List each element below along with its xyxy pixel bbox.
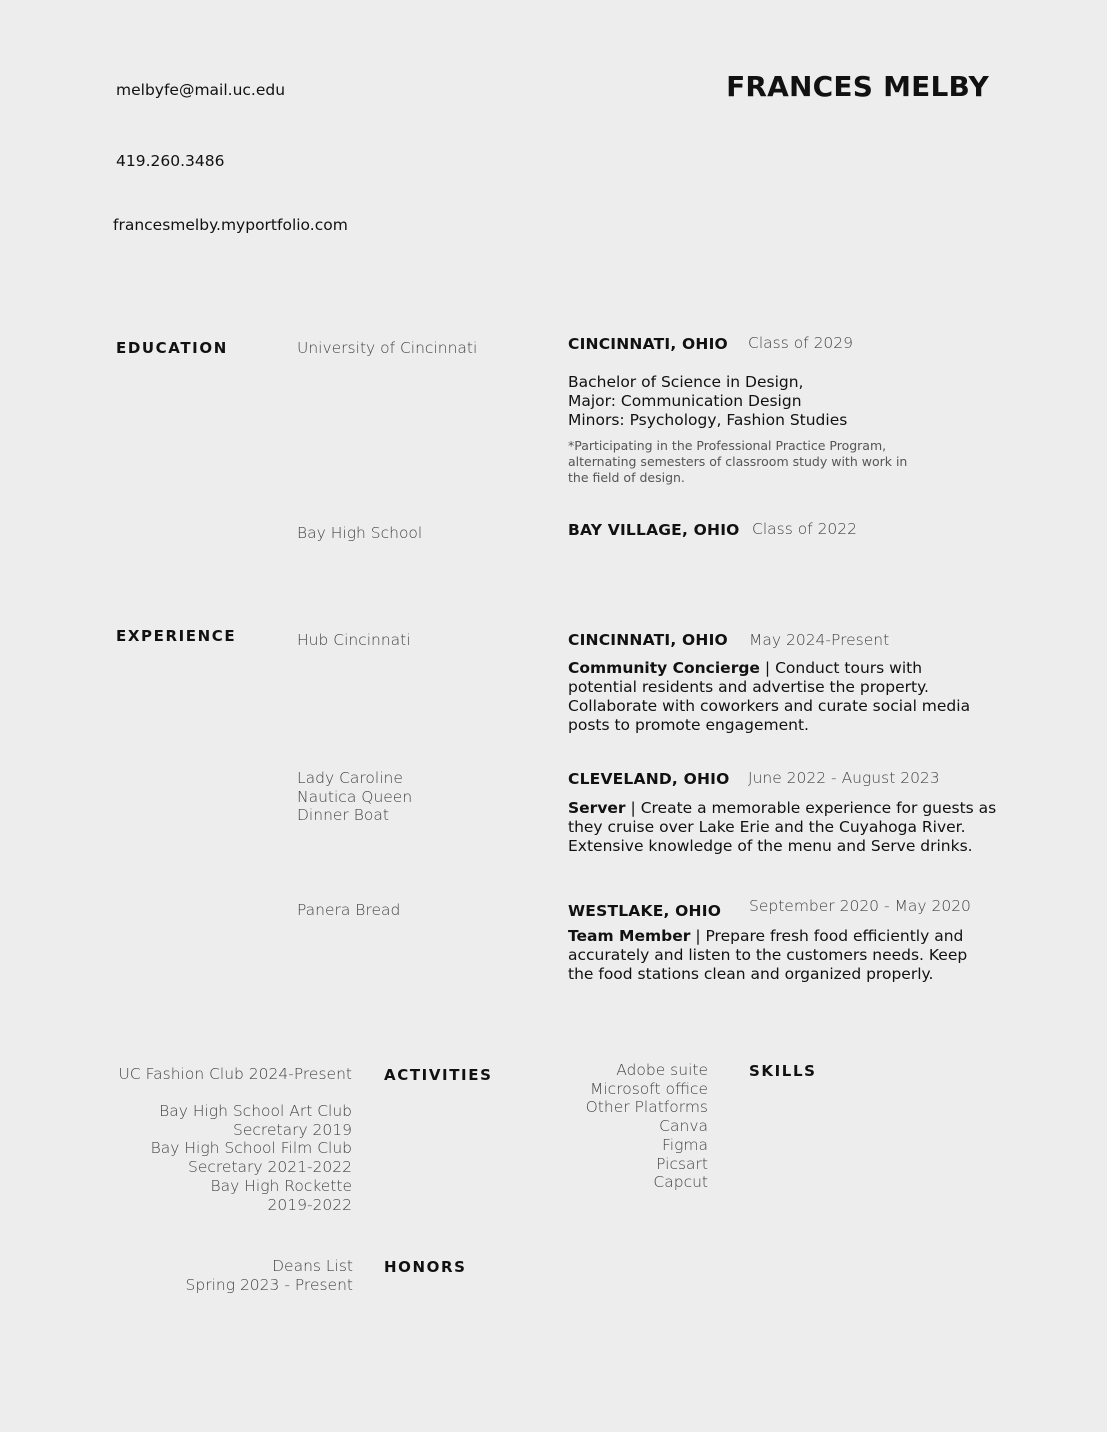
- education-school: University of Cincinnati: [297, 339, 478, 357]
- activities-list: [151, 1102, 352, 1214]
- role-separator: |: [630, 799, 636, 817]
- experience-employer: [297, 769, 412, 825]
- description-line: the food stations clean and organized properly.: [568, 965, 934, 983]
- description-line: Extensive knowledge of the menu and Serve drinks.: [568, 837, 973, 855]
- activity-item: Secretary 2019: [233, 1120, 352, 1139]
- role-separator: |: [695, 927, 701, 945]
- note-line: alternating semesters of classroom study with work in: [568, 454, 908, 469]
- honor-item: Deans List: [272, 1257, 353, 1275]
- activity-item: UC Fashion Club 2024-Present: [118, 1065, 352, 1083]
- activity-item: Bay High School Art Club: [159, 1102, 352, 1120]
- skill-item: Microsoft office: [590, 1079, 708, 1098]
- skill-item: Figma: [662, 1135, 708, 1154]
- activity-item: Secretary 2021-2022: [188, 1158, 352, 1177]
- experience-date: September 2020 - May 2020: [749, 897, 971, 915]
- activity-item: Bay High Rockette: [210, 1176, 352, 1195]
- activity-item: Bay High School Film Club: [150, 1139, 352, 1158]
- email: melbyfe@mail.uc.edu: [116, 81, 286, 99]
- experience-description: [568, 927, 967, 984]
- minors-line: Minors: Psychology, Fashion Studies: [568, 411, 848, 429]
- experience-role: Server: [568, 799, 626, 817]
- education-date: Class of 2022: [752, 520, 858, 538]
- skills-heading: SKILLS: [749, 1062, 817, 1080]
- experience-role: Team Member: [568, 927, 691, 945]
- education-degree: [568, 373, 847, 430]
- experience-employer: Hub Cincinnati: [297, 631, 411, 649]
- honors-list: [186, 1257, 353, 1294]
- skills-list: [586, 1061, 708, 1192]
- employer-line: Nautica Queen: [297, 787, 413, 806]
- honor-item: Spring 2023 - Present: [185, 1275, 353, 1294]
- description-line: Collaborate with coworkers and curate social media: [568, 697, 971, 715]
- page-title: FRANCES MELBY: [726, 70, 989, 103]
- major-line: Major: Communication Design: [568, 392, 802, 410]
- degree-line: Bachelor of Science in Design,: [568, 373, 804, 391]
- skill-item: Picsart: [656, 1154, 708, 1173]
- experience-location: CLEVELAND, OHIO: [568, 770, 730, 788]
- note-line: *Participating in the Professional Practice Program,: [568, 438, 887, 453]
- activities-heading: ACTIVITIES: [384, 1066, 493, 1084]
- website: francesmelby.myportfolio.com: [113, 216, 348, 234]
- skill-item: Canva: [659, 1117, 708, 1136]
- experience-description: [568, 659, 970, 735]
- skill-item: Capcut: [653, 1173, 708, 1192]
- description-line: Conduct tours with: [775, 659, 923, 677]
- employer-line: Dinner Boat: [297, 806, 389, 825]
- description-line: Create a memorable experience for guests as: [640, 799, 997, 817]
- honors-heading: HONORS: [384, 1258, 467, 1276]
- experience-location: CINCINNATI, OHIO: [568, 631, 728, 649]
- experience-heading: EXPERIENCE: [116, 627, 237, 645]
- education-location: CINCINNATI, OHIO: [568, 335, 728, 353]
- description-line: accurately and listen to the customers needs. Keep: [568, 946, 968, 964]
- education-date: Class of 2029: [748, 334, 854, 352]
- activity-item: 2019-2022: [267, 1195, 352, 1214]
- education-heading: EDUCATION: [116, 339, 228, 357]
- skill-item: Adobe suite: [616, 1061, 708, 1079]
- experience-description: [568, 799, 996, 856]
- experience-date: May 2024-Present: [749, 631, 890, 649]
- employer-line: Lady Caroline: [297, 769, 403, 787]
- experience-location: WESTLAKE, OHIO: [568, 902, 722, 920]
- note-line: the field of design.: [568, 470, 685, 485]
- education-note: [568, 438, 907, 486]
- education-location: BAY VILLAGE, OHIO: [568, 521, 740, 539]
- description-line: Prepare fresh food efficiently and: [705, 927, 964, 945]
- role-separator: |: [764, 659, 771, 677]
- education-school: Bay High School: [297, 524, 423, 542]
- experience-employer: Panera Bread: [297, 901, 401, 919]
- experience-date: June 2022 - August 2023: [748, 769, 940, 787]
- description-line: they cruise over Lake Erie and the Cuyahoga River.: [568, 818, 966, 836]
- phone: 419.260.3486: [116, 152, 225, 170]
- description-line: posts to promote engagement.: [568, 716, 809, 734]
- experience-role: Community Concierge: [568, 659, 760, 677]
- skill-item: Other Platforms: [585, 1098, 708, 1117]
- description-line: potential residents and advertise the property.: [568, 678, 929, 696]
